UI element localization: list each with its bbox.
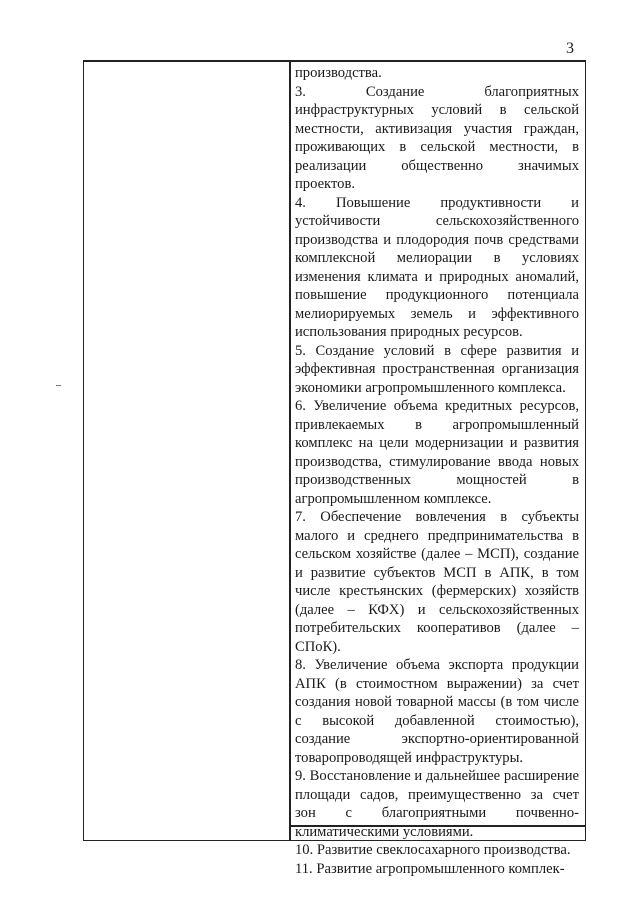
margin-mark [56,385,61,386]
table-top-edge [84,60,585,62]
goal-continuation: производства. [295,65,382,81]
goal-item: 3. Создание благоприятных инфраструктурных условий в сельской местности, активизация участия граждан, проживающих в сельской местности, в реализации общественно значимых проектов. [295,83,579,192]
goal-item: 10. Развитие свеклосахарного производства. [295,842,571,858]
page-number: 3 [566,40,574,57]
goal-item: 9. Восстановление и дальнейшее расширение площади садов, преимущественно за счет зон с благоприятными почвенно-климатическими условиями. [295,768,579,840]
goal-item: 6. Увеличение объема кредитных ресурсов, привлекаемых в агропромышленный комплекс на цели модернизации и развития производства, стимулирование ввода новых производственных мощностей в агропромышленном комплексе. [295,398,579,507]
goals-column [295,64,579,878]
column-divider [289,60,291,841]
goal-item: 4. Повышение продуктивности и устойчивости сельскохозяйственного производства и плодородия почв средствами комплексной мелиорации в условиях изменения климата и природных аномалий, повышение продукционного потенциала мелиорируемых земель и эффективного использования природных ресурсов. [295,194,579,340]
goal-item: 7. Обеспечение вовлечения в субъекты малого и среднего предпринимательства в сельском хозяйстве (далее – МСП), создание и развитие субъектов МСП в АПК, в том числе крестьянских (фермерских) хозяйств (далее – КФХ) и сельскохозяйственных потребительских кооперативов (далее – СПоК). [295,509,579,655]
goal-item: 8. Увеличение объема экспорта продукции АПК (в стоимостном выражении) за счет создания новой товарной массы (в том числе с высокой добавленной стоимостью), создание экспортно-ориентированной товаропроводящей инфраструктуры. [295,657,579,766]
goal-item: 11. Развитие агропромышленного комплек- [295,860,565,877]
goal-item: 5. Создание условий в сфере развития и эффективная пространственная организация экономики агропромышленного комплекса. [295,342,579,396]
